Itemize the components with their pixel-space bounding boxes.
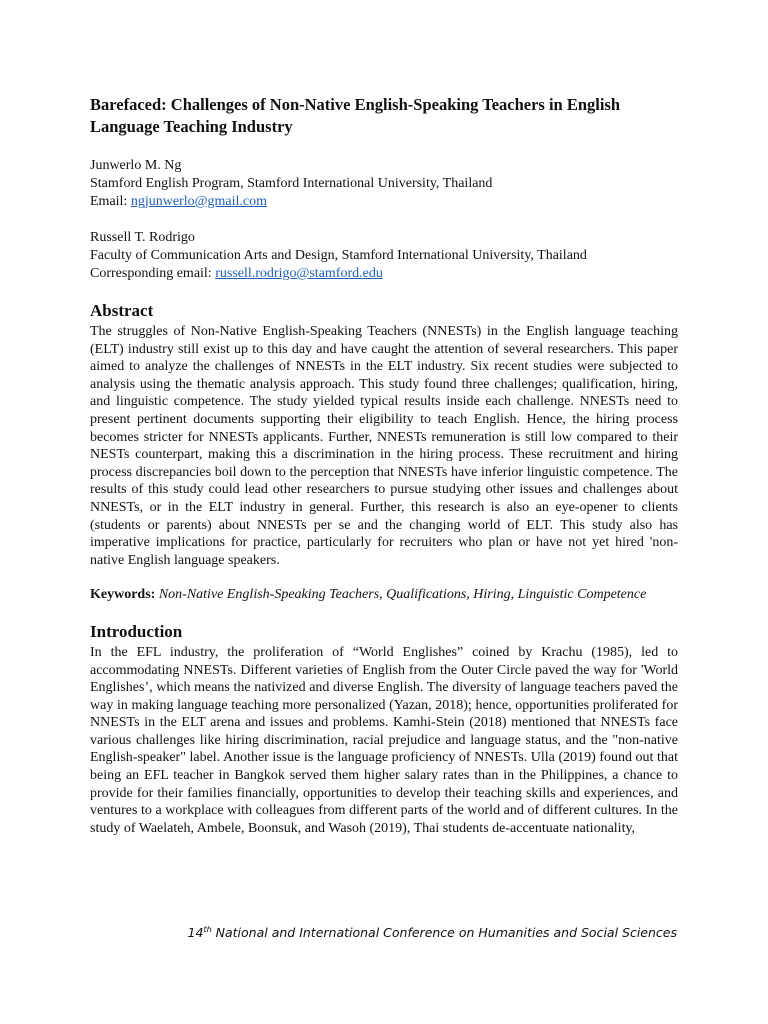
page-content	[90, 94, 678, 837]
author-name: Russell T. Rodrigo	[90, 230, 195, 245]
author-affiliation: Stamford English Program, Stamford International University, Thailand	[90, 176, 493, 191]
introduction-text: In the EFL industry, the proliferation of “World Englishes” coined by Krachu (1985), led to accommodating NNESTs. Different varieties of English from the Outer Circle paved the way for 'World Englishes’, which means the nativized and diverse English. The diversity of language teachers paved the way in making language teaching more personalized (Yazan, 2018); hence, opportunities proliferated for NNESTs in the ELT arena and issues and problems. Kamhi-Stein (2018) mentioned that NNESTs face various challenges like hiring discrimination, racial prejudice and language status, and the "non-native English-speaker" label. Another issue is the language proficiency of NNESTs. Ulla (2019) found out that being an EFL teacher in Bangkok served them higher salary rates than in the Philippines, a chance to provide for their families financially, opportunities to develop their teaching skills and experiences, and ventures to a workplace with colleagues from different parts of the world and of different cultures. In the study of Waelateh, Ambele, Boonsuk, and Wasoh (2019), Thai students de-accentuate nationality,	[90, 644, 678, 836]
footer-superscript: th	[203, 925, 212, 934]
paper-title: Barefaced: Challenges of Non-Native English-Speaking Teachers in English Language Teaching Industry	[90, 95, 621, 136]
keywords-label: Keywords:	[90, 587, 156, 603]
introduction-heading: Introduction	[90, 621, 183, 641]
keywords-line	[90, 586, 678, 604]
footer-number: 14	[187, 925, 204, 941]
author-block-1	[90, 157, 678, 211]
keywords-text: Non-Native English-Speaking Teachers, Qualifications, Hiring, Linguistic Competence	[158, 587, 647, 603]
author-affiliation: Faculty of Communication Arts and Design, Stamford International University, Thailand	[90, 248, 587, 263]
footer-text: National and International Conference on Humanities and Social Sciences	[211, 925, 677, 941]
email-label: Corresponding email:	[90, 266, 212, 281]
author-name: Junwerlo M. Ng	[90, 158, 182, 173]
author-block-2	[90, 229, 678, 283]
email-label: Email:	[90, 194, 128, 209]
author-email-line	[90, 193, 678, 211]
author-email-line	[90, 265, 678, 283]
corresponding-email-link[interactable]: russell.rodrigo@stamford.edu	[215, 266, 383, 281]
abstract-heading: Abstract	[90, 301, 154, 320]
conference-footer	[188, 925, 677, 940]
author-email-link[interactable]: ngjunwerlo@gmail.com	[130, 194, 267, 209]
abstract-text: The struggles of Non-Native English-Speaking Teachers (NNESTs) in the English language teaching (ELT) industry still exist up to this day and have caught the attention of several researchers. This paper aimed to analyze the challenges of NNESTs in the ELT industry. Six recent studies were subjected to analysis using the thematic analysis approach. This study found three challenges; qualification, hiring, and linguistic competence. The study yielded typical results inside each challenge. NNESTs need to present pertinent documents supporting their eligibility to teach English. Hence, the hiring process becomes stricter for NNESTs applicants. Further, NNESTs remuneration is still low compared to their NESTs counterpart, making this a discrimination in the hiring process. These recruitment and hiring process discrepancies boil down to the perception that NNESTs have inferior linguistic competence. The results of this study could lead other researchers to pursue studying other issues and challenges about NNESTs, or in the ELT industry in general. Further, this research is also an eye-opener to clients (students or parents) about NNESTs per se and the changing world of ELT. This study also has imperative implications for practice, particularly for recruiters who plan or have not yet hired 'non-native English language speakers.	[90, 324, 678, 568]
